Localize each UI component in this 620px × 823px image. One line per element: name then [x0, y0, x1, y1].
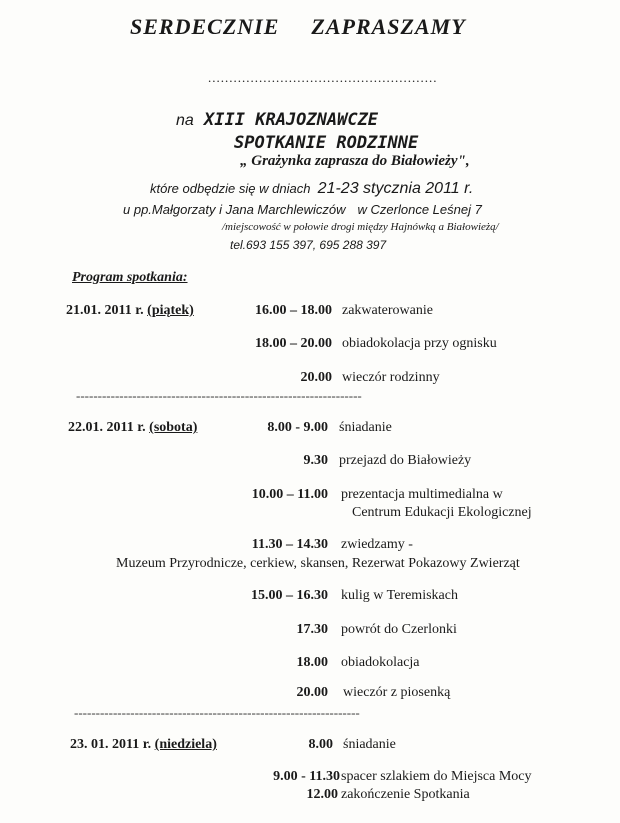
heading-word-1: SERDECZNIE — [130, 14, 280, 39]
schedule-time: 8.00 — [308, 737, 333, 752]
dotted-divider: ...................................................... — [208, 70, 438, 85]
schedule-time: 8.00 - 9.00 — [267, 420, 328, 435]
schedule-time: 10.00 – 11.00 — [251, 487, 328, 502]
schedule-activity: obiadokolacja przy ognisku — [342, 336, 497, 351]
schedule-time: 20.00 — [296, 685, 328, 700]
event-title-line-2: SPOTKANIE RODZINNE — [234, 133, 419, 153]
day-1-date: 21.01. 2011 r. (piątek) — [66, 303, 194, 318]
schedule-activity: powrót do Czerlonki — [341, 622, 457, 637]
day-2-name: (sobota) — [149, 420, 198, 435]
schedule-time: 12.00 — [306, 787, 338, 802]
schedule-time: 18.00 — [296, 655, 328, 670]
location-note: /miejscowość w połowie drogi między Hajnówką a Białowieżą/ — [222, 221, 499, 233]
schedule-activity: wieczór z piosenką — [343, 685, 451, 700]
schedule-activity: obiadokolacja — [341, 655, 420, 670]
schedule-activity: kulig w Teremiskach — [341, 588, 458, 603]
host-address: w Czerlonce Leśnej 7 — [357, 202, 482, 217]
schedule-activity: śniadanie — [343, 737, 396, 752]
program-label: Program spotkania: — [72, 270, 188, 285]
section-separator: ------------------------------------------------------------------ — [76, 388, 362, 403]
host-line — [123, 202, 482, 217]
title-prefix: na — [176, 112, 194, 129]
schedule-activity: śniadanie — [339, 420, 392, 435]
day-3-name: (niedziela) — [154, 737, 217, 752]
day-1-name: (piątek) — [147, 303, 194, 318]
schedule-time: 18.00 – 20.00 — [255, 336, 332, 351]
schedule-time: 9.00 - 11.30 — [273, 769, 340, 784]
when-text: które odbędzie się w dniach — [150, 181, 311, 196]
schedule-activity: zakwaterowanie — [342, 303, 433, 318]
schedule-time: 11.30 – 14.30 — [251, 537, 328, 552]
phone-numbers: tel.693 155 397, 695 288 397 — [230, 238, 387, 252]
title-line-1-text: XIII KRAJOZNAWCZE — [204, 110, 379, 130]
section-separator: ------------------------------------------------------------------ — [74, 705, 360, 720]
schedule-time: 16.00 – 18.00 — [255, 303, 332, 318]
schedule-activity-continuation: Centrum Edukacji Ekologicznej — [352, 505, 532, 520]
schedule-activity: wieczór rodzinny — [342, 370, 440, 385]
event-title-line-1 — [176, 110, 378, 130]
invitation-heading — [130, 14, 466, 40]
heading-word-2: ZAPRASZAMY — [311, 14, 466, 39]
schedule-time: 17.30 — [296, 622, 328, 637]
schedule-activity: zakończenie Spotkania — [341, 787, 470, 802]
schedule-activity: przejazd do Białowieży — [339, 453, 472, 468]
schedule-activity: spacer szlakiem do Miejsca Mocy — [341, 769, 532, 784]
event-subtitle: „ Grażynka zaprasza do Białowieży", — [240, 153, 470, 169]
schedule-activity: zwiedzamy - — [341, 537, 413, 552]
schedule-activity: prezentacja multimedialna w — [341, 487, 503, 502]
schedule-time: 20.00 — [300, 370, 332, 385]
schedule-time: 15.00 – 16.30 — [251, 588, 328, 603]
day-3-date: 23. 01. 2011 r. (niedziela) — [70, 737, 217, 752]
schedule-activity-continuation: Muzeum Przyrodnicze, cerkiew, skansen, Rezerwat Pokazowy Zwierząt — [116, 556, 520, 571]
day-2-date: 22.01. 2011 r. (sobota) — [68, 420, 198, 435]
host-names: u pp.Małgorzaty i Jana Marchlewiczów — [123, 202, 346, 217]
event-dates: 21-23 stycznia 2011 r. — [317, 180, 474, 197]
schedule-time: 9.30 — [303, 453, 328, 468]
event-dates-line — [150, 180, 473, 198]
